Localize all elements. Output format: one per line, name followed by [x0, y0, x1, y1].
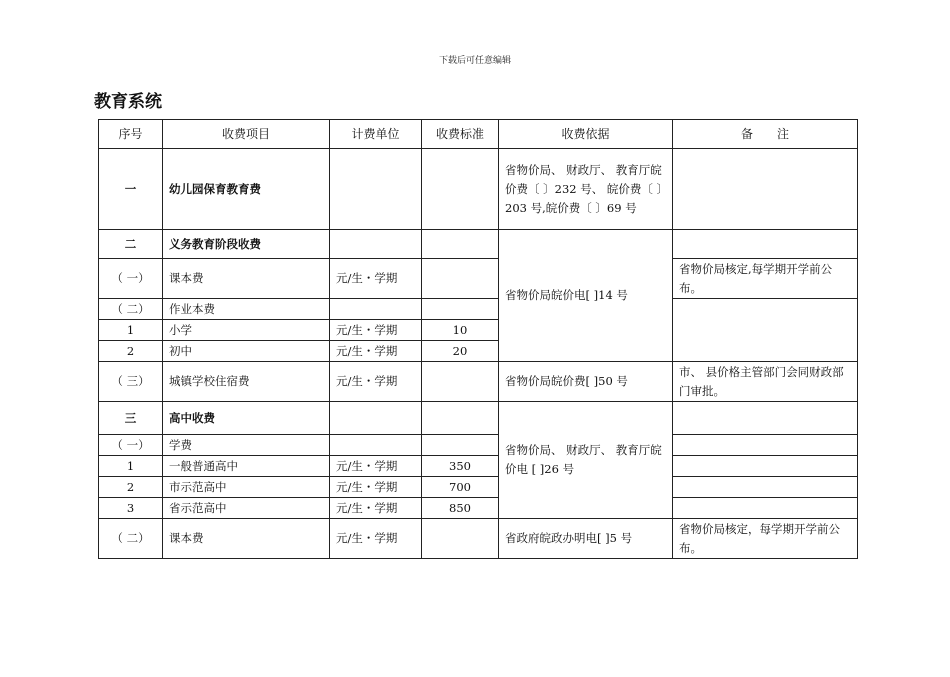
cell-unit: 元/生・学期 — [330, 341, 422, 362]
cell-standard — [422, 149, 499, 230]
col-header-item: 收费项目 — [163, 120, 330, 149]
table-row — [99, 519, 858, 559]
cell-unit — [330, 435, 422, 456]
cell-item: 市示范高中 — [163, 477, 330, 498]
cell-standard — [422, 362, 499, 402]
cell-unit: 元/生・学期 — [330, 259, 422, 299]
cell-unit: 元/生・学期 — [330, 362, 422, 402]
cell-item: 课本费 — [163, 259, 330, 299]
cell-seq: 一 — [99, 149, 163, 230]
cell-seq: 二 — [99, 230, 163, 259]
cell-standard: 350 — [422, 456, 499, 477]
cell-item: 学费 — [163, 435, 330, 456]
cell-remarks: 省物价局核定，每学期开学前公布。 — [673, 519, 858, 559]
cell-remarks — [673, 149, 858, 230]
table-row — [99, 149, 858, 230]
cell-unit: 元/生・学期 — [330, 519, 422, 559]
cell-seq: （ 二） — [99, 299, 163, 320]
col-header-basis: 收费依据 — [499, 120, 673, 149]
cell-remarks — [673, 477, 858, 498]
cell-unit — [330, 402, 422, 435]
cell-standard — [422, 519, 499, 559]
table-row — [99, 456, 858, 477]
cell-standard: 20 — [422, 341, 499, 362]
cell-unit: 元/生・学期 — [330, 498, 422, 519]
cell-item: 义务教育阶段收费 — [163, 230, 330, 259]
table-row — [99, 230, 858, 259]
cell-seq: 三 — [99, 402, 163, 435]
cell-standard: 700 — [422, 477, 499, 498]
cell-basis: 省物价局皖价电[ ]14 号 — [499, 230, 673, 362]
cell-basis: 省物价局、 财政厅、 教育厅皖价费〔 〕232 号、 皖价费〔 〕203 号,皖价费〔 〕69 号 — [499, 149, 673, 230]
cell-standard — [422, 435, 499, 456]
table-row — [99, 402, 858, 435]
cell-seq: 1 — [99, 320, 163, 341]
cell-unit: 元/生・学期 — [330, 456, 422, 477]
cell-remarks — [673, 402, 858, 435]
table-row — [99, 498, 858, 519]
col-header-unit: 计费单位 — [330, 120, 422, 149]
cell-seq: （ 二） — [99, 519, 163, 559]
cell-unit: 元/生・学期 — [330, 320, 422, 341]
cell-remarks: 省物价局核定,每学期开学前公布。 — [673, 259, 858, 299]
header-note: 下载后可任意编辑 — [438, 56, 511, 66]
cell-seq: （ 三） — [99, 362, 163, 402]
page-title: 教育系统 — [94, 92, 162, 112]
cell-basis: 省政府皖政办明电[ ]5 号 — [499, 519, 673, 559]
cell-seq: （ 一） — [99, 435, 163, 456]
cell-item: 幼儿园保育教育费 — [163, 149, 330, 230]
cell-standard — [422, 402, 499, 435]
cell-standard — [422, 230, 499, 259]
cell-item: 城镇学校住宿费 — [163, 362, 330, 402]
cell-seq: 3 — [99, 498, 163, 519]
col-header-seq: 序号 — [99, 120, 163, 149]
cell-standard — [422, 299, 499, 320]
col-header-remarks: 备 注 — [673, 120, 858, 149]
cell-seq: （ 一） — [99, 259, 163, 299]
table-row — [99, 477, 858, 498]
cell-item: 一般普通高中 — [163, 456, 330, 477]
cell-remarks — [673, 230, 858, 259]
cell-standard: 850 — [422, 498, 499, 519]
cell-item: 初中 — [163, 341, 330, 362]
cell-unit — [330, 299, 422, 320]
col-header-standard: 收费标准 — [422, 120, 499, 149]
cell-remarks: 市、 县价格主管部门会同财政部门审批。 — [673, 362, 858, 402]
cell-unit: 元/生・学期 — [330, 477, 422, 498]
table-row — [99, 435, 858, 456]
cell-remarks — [673, 456, 858, 477]
cell-unit — [330, 149, 422, 230]
fee-table — [98, 119, 858, 559]
cell-item: 省示范高中 — [163, 498, 330, 519]
table-row — [99, 259, 858, 299]
cell-basis: 省物价局皖价费[ ]50 号 — [499, 362, 673, 402]
cell-item: 课本费 — [163, 519, 330, 559]
cell-unit — [330, 230, 422, 259]
cell-standard — [422, 259, 499, 299]
cell-seq: 2 — [99, 477, 163, 498]
table-header-row — [99, 120, 858, 149]
cell-seq: 1 — [99, 456, 163, 477]
table-row — [99, 299, 858, 320]
cell-remarks — [673, 435, 858, 456]
cell-item: 高中收费 — [163, 402, 330, 435]
cell-seq: 2 — [99, 341, 163, 362]
cell-remarks — [673, 498, 858, 519]
cell-standard: 10 — [422, 320, 499, 341]
table-row — [99, 362, 858, 402]
cell-basis: 省物价局、 财政厅、 教育厅皖价电 [ ]26 号 — [499, 402, 673, 519]
cell-remarks — [673, 299, 858, 362]
cell-item: 作业本费 — [163, 299, 330, 320]
cell-item: 小学 — [163, 320, 330, 341]
